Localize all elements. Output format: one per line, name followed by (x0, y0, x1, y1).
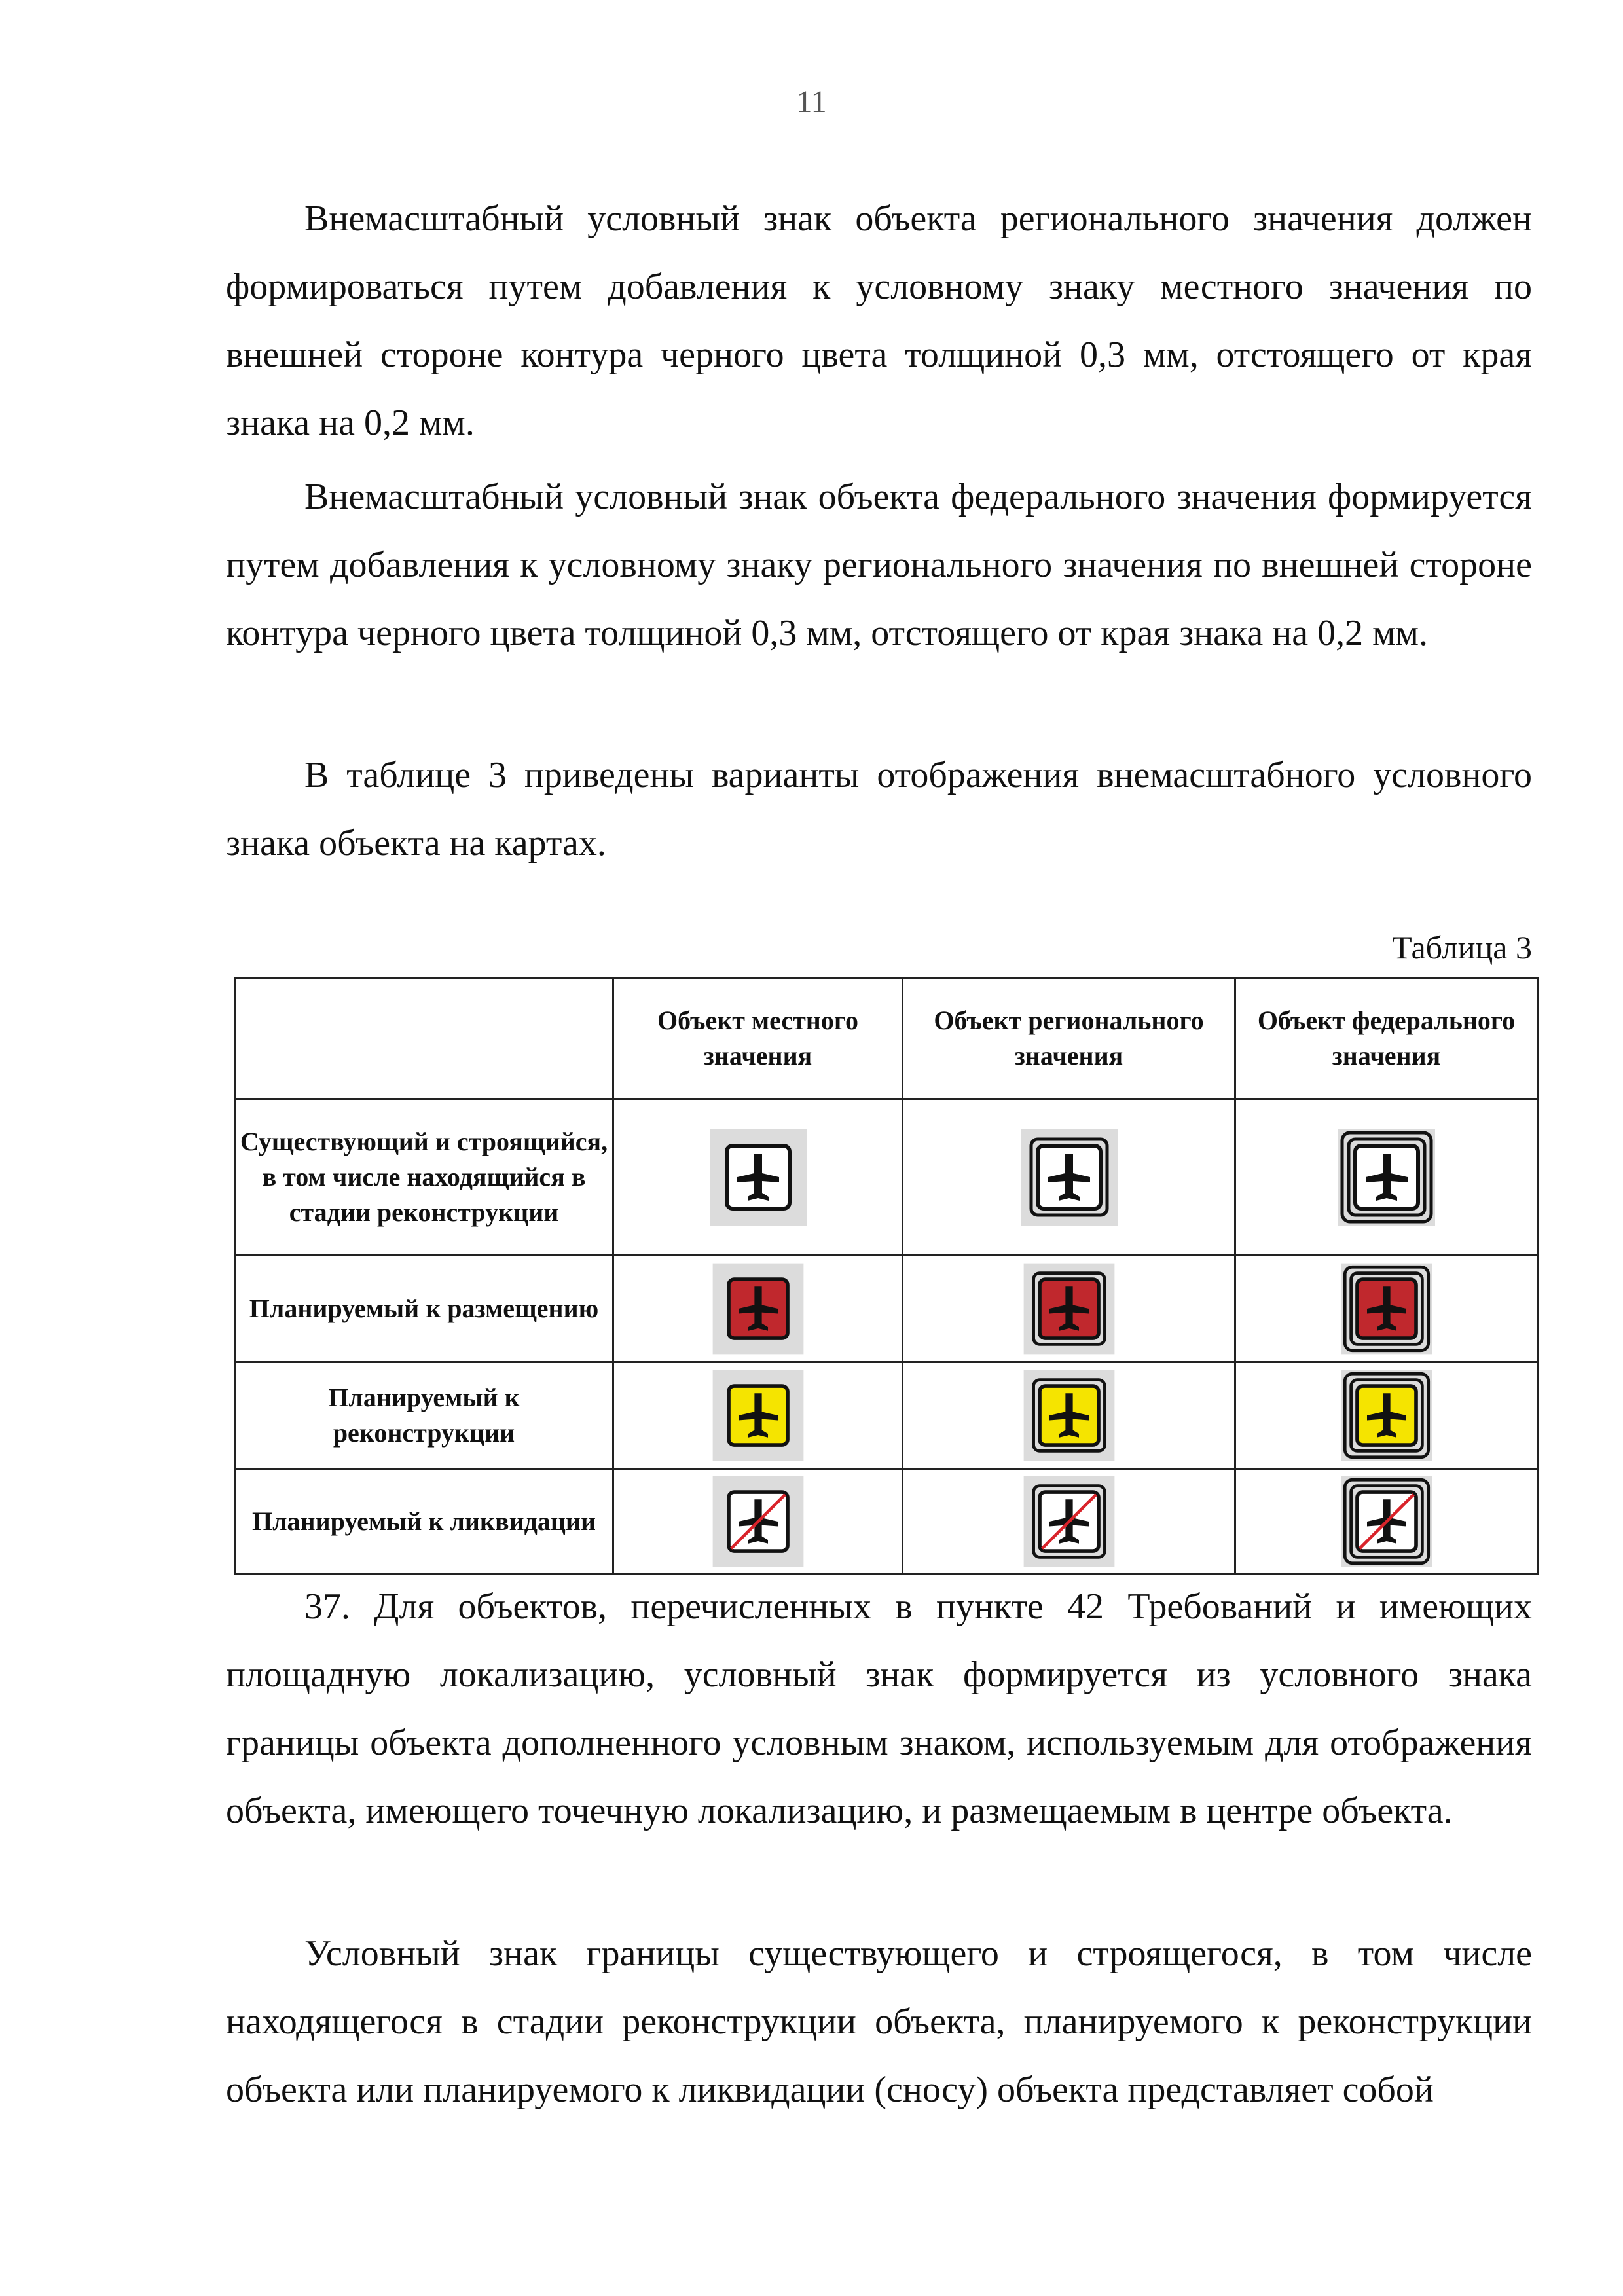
symbol-cell (1235, 1469, 1538, 1575)
symbol-cell (903, 1256, 1235, 1362)
table-header-row (235, 978, 1538, 1099)
paragraph-federal-sign: Внемасштабный условный знак объекта федерального значения формируется путем добавления к условному знаку регионального значения по внешней стороне контура черного цвета толщиной 0,3 мм, отстоящего от края знака на 0,2 мм. (226, 477, 1532, 653)
symbol-graphic (712, 1476, 803, 1567)
row-label-planned-liquidation: Планируемый к ликвидации (235, 1469, 613, 1575)
paragraph-item-37: 37. Для объектов, перечисленных в пункте 42 Требований и имеющих площадную локализацию, условный знак формируется из условного знака границы объекта дополненного условным знаком, используемым для отображения объекта, имеющего точечную локализацию, и размещаемым в центре объекта. (226, 1586, 1532, 1831)
header-federal: Объект федерального значения (1235, 978, 1538, 1099)
paragraph-regional-sign: Внемасштабный условный знак объекта регионального значения должен формироваться путем добавления к условному знаку местного значения по внешней стороне контура черного цвета толщиной 0,3 мм, отстоящего от края знака на 0,2 мм. (226, 198, 1532, 443)
airplane-icon (1338, 1260, 1436, 1358)
table-caption: Таблица 3 (1392, 929, 1532, 966)
symbol-graphic (1338, 1129, 1435, 1226)
symbol-cell (1235, 1099, 1538, 1256)
symbol-graphic (1341, 1264, 1432, 1355)
symbol-graphic (1021, 1129, 1118, 1226)
row-label-planned-placement: Планируемый к размещению (235, 1256, 613, 1362)
header-regional: Объект регионального значения (903, 978, 1235, 1099)
paragraph-table-intro: В таблице 3 приведены варианты отображения внемасштабного условного знака объекта на картах. (226, 755, 1532, 864)
airplane-icon (706, 1125, 811, 1230)
symbol-cell (613, 1362, 903, 1469)
symbol-cell (903, 1099, 1235, 1256)
table-row (235, 1362, 1538, 1469)
row-label-planned-reconstruction: Планируемый к реконструкции (235, 1362, 613, 1469)
symbol-cell (903, 1469, 1235, 1575)
airplane-icon (709, 1260, 807, 1358)
symbol-graphic (1023, 1476, 1114, 1567)
symbol-graphic (1023, 1264, 1114, 1355)
airplane-icon (709, 1472, 807, 1571)
symbol-graphic (712, 1370, 803, 1461)
symbols-table (234, 977, 1539, 1575)
row-label-existing: Существующий и строящийся, в том числе находящийся в стадии реконструкции (235, 1099, 613, 1256)
symbol-graphic (710, 1129, 807, 1226)
symbol-cell (1235, 1362, 1538, 1469)
symbol-cell (1235, 1256, 1538, 1362)
symbol-cell (903, 1362, 1235, 1469)
header-local: Объект местного значения (613, 978, 903, 1099)
airplane-icon (1338, 1472, 1436, 1571)
symbol-graphic (1341, 1370, 1432, 1461)
paragraph-boundary-sign: Условный знак границы существующего и строящегося, в том числе находящегося в стадии реконструкции объекта, планируемого к реконструкции объекта или планируемого к ликвидации (сносу) объекта представляет собой (226, 1933, 1532, 2110)
airplane-icon (1338, 1366, 1436, 1465)
table-row (235, 1469, 1538, 1575)
symbol-cell (613, 1099, 903, 1256)
airplane-icon (1020, 1260, 1118, 1358)
airplane-icon (1020, 1472, 1118, 1571)
symbol-cell (613, 1469, 903, 1575)
symbol-cell (613, 1256, 903, 1362)
table-row (235, 1099, 1538, 1256)
symbol-graphic (1023, 1370, 1114, 1461)
page-number: 11 (796, 84, 827, 119)
airplane-icon (709, 1366, 807, 1465)
header-empty (235, 978, 613, 1099)
airplane-icon (1334, 1125, 1439, 1230)
table-row (235, 1256, 1538, 1362)
symbol-graphic (712, 1264, 803, 1355)
airplane-icon (1020, 1366, 1118, 1465)
airplane-icon (1017, 1125, 1122, 1230)
symbol-graphic (1341, 1476, 1432, 1567)
